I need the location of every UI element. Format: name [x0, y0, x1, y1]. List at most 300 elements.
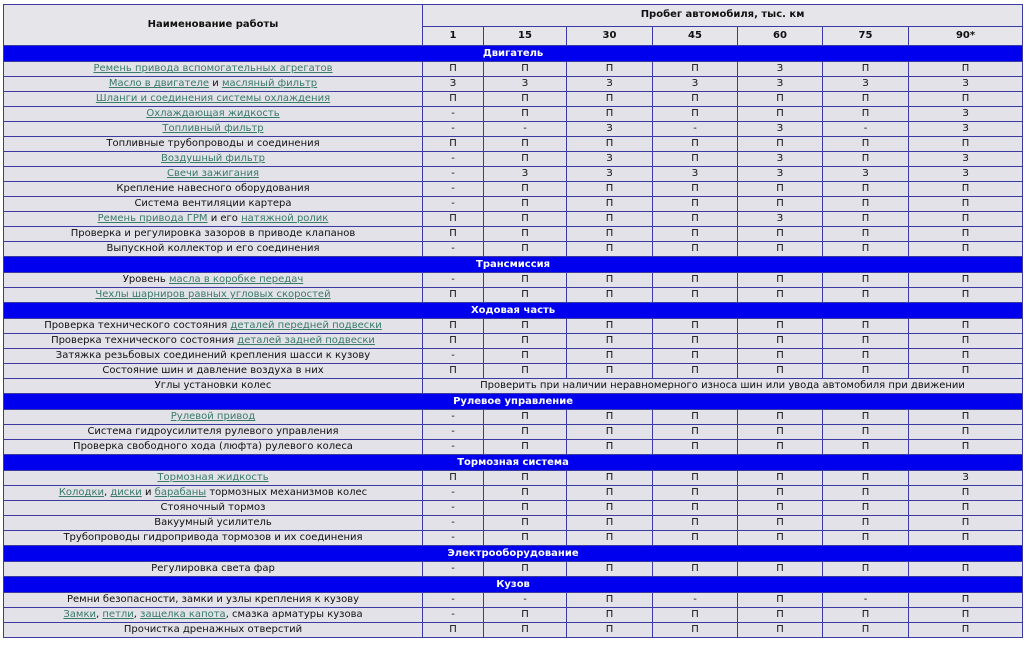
interval-value-cell: П	[909, 137, 1023, 152]
mileage-column-header: 75	[823, 26, 909, 45]
interval-value-cell: П	[484, 227, 567, 242]
interval-value-cell: П	[909, 486, 1023, 501]
work-text: Проверка свободного хода (люфта) рулевого колеса	[73, 441, 353, 452]
work-link[interactable]: Колодки	[58, 487, 104, 498]
interval-value-cell: П	[738, 273, 823, 288]
interval-value-cell: -	[423, 440, 484, 455]
interval-value-cell: П	[423, 334, 484, 349]
interval-value-cell: П	[484, 471, 567, 486]
interval-value-cell: П	[567, 608, 653, 623]
table-row	[4, 107, 1023, 122]
interval-value-cell: П	[653, 531, 738, 546]
interval-value-cell: З	[909, 152, 1023, 167]
interval-value-cell: П	[909, 593, 1023, 608]
interval-value-cell: П	[653, 107, 738, 122]
section-title: Ходовая часть	[4, 303, 1023, 319]
interval-value-cell: П	[738, 486, 823, 501]
work-text: и	[209, 78, 222, 89]
mileage-column-header: 45	[653, 26, 738, 45]
work-text: Вакуумный усилитель	[154, 517, 272, 528]
interval-value-cell: П	[738, 364, 823, 379]
table-row	[4, 137, 1023, 152]
table-row	[4, 425, 1023, 440]
interval-value-cell: П	[484, 182, 567, 197]
work-text: Проверка технического состояния	[44, 320, 231, 331]
interval-value-cell: П	[567, 212, 653, 227]
section-title: Электрооборудование	[4, 546, 1023, 562]
interval-value-cell: П	[567, 107, 653, 122]
interval-value-cell: П	[567, 623, 653, 638]
interval-value-cell: П	[484, 349, 567, 364]
interval-value-cell: П	[484, 440, 567, 455]
interval-value-cell: П	[823, 273, 909, 288]
interval-value-cell: З	[823, 167, 909, 182]
interval-value-cell: П	[909, 516, 1023, 531]
interval-value-cell: П	[823, 288, 909, 303]
work-text: Регулировка света фар	[151, 563, 275, 574]
section-title: Тормозная система	[4, 455, 1023, 471]
interval-value-cell: П	[653, 319, 738, 334]
interval-value-cell: З	[738, 77, 823, 92]
interval-value-cell: П	[423, 92, 484, 107]
interval-value-cell: П	[909, 623, 1023, 638]
interval-value-cell: П	[653, 608, 738, 623]
interval-value-cell: П	[484, 288, 567, 303]
interval-value-cell: П	[567, 516, 653, 531]
interval-value-cell: П	[653, 334, 738, 349]
work-link[interactable]: Масло в двигателе	[108, 78, 210, 89]
interval-value-cell: П	[738, 182, 823, 197]
work-name-cell	[4, 593, 423, 608]
interval-value-cell: П	[423, 288, 484, 303]
interval-value-cell: П	[484, 608, 567, 623]
work-link[interactable]: деталей передней подвески	[230, 320, 382, 331]
interval-value-cell: З	[909, 107, 1023, 122]
interval-value-cell: З	[423, 77, 484, 92]
section-row	[4, 455, 1023, 471]
work-name-cell	[4, 273, 423, 288]
interval-value-cell: П	[484, 486, 567, 501]
interval-value-cell: З	[484, 77, 567, 92]
interval-value-cell: З	[567, 77, 653, 92]
interval-value-cell: -	[423, 593, 484, 608]
interval-value-cell: П	[653, 425, 738, 440]
interval-value-cell: П	[567, 197, 653, 212]
interval-value-cell: П	[653, 471, 738, 486]
interval-value-cell: -	[423, 242, 484, 257]
interval-value-cell: П	[567, 425, 653, 440]
interval-value-cell: П	[567, 242, 653, 257]
interval-value-cell: -	[423, 197, 484, 212]
table-row	[4, 167, 1023, 182]
work-name-cell	[4, 608, 423, 623]
work-name-cell	[4, 501, 423, 516]
interval-value-cell: П	[484, 562, 567, 577]
interval-value-cell: П	[738, 593, 823, 608]
interval-value-cell: П	[909, 501, 1023, 516]
interval-value-cell: П	[653, 516, 738, 531]
work-name-cell	[4, 349, 423, 364]
table-row	[4, 410, 1023, 425]
interval-value-cell: П	[567, 531, 653, 546]
work-name-cell	[4, 364, 423, 379]
interval-value-cell: П	[823, 242, 909, 257]
interval-value-cell: -	[823, 593, 909, 608]
interval-value-cell: З	[909, 77, 1023, 92]
section-row	[4, 46, 1023, 62]
interval-value-cell: П	[909, 227, 1023, 242]
interval-value-cell: П	[653, 440, 738, 455]
work-name-cell	[4, 62, 423, 77]
interval-value-cell: П	[823, 531, 909, 546]
interval-value-cell: -	[823, 122, 909, 137]
interval-value-cell: П	[567, 440, 653, 455]
table-row	[4, 273, 1023, 288]
interval-value-cell: П	[823, 92, 909, 107]
interval-value-cell: П	[484, 410, 567, 425]
table-row	[4, 379, 1023, 394]
work-text: Проверка технического состояния	[51, 335, 238, 346]
interval-value-cell: П	[738, 410, 823, 425]
work-link[interactable]: Топливный фильтр	[162, 123, 264, 134]
interval-value-cell: П	[823, 501, 909, 516]
table-row	[4, 77, 1023, 92]
work-link[interactable]: Рулевой привод	[170, 411, 256, 422]
table-row	[4, 623, 1023, 638]
interval-value-cell: П	[484, 273, 567, 288]
work-link[interactable]: Чехлы шарниров равных угловых скоростей	[95, 289, 331, 300]
section-row	[4, 303, 1023, 319]
mileage-column-header: 1	[423, 26, 484, 45]
interval-value-cell: П	[823, 137, 909, 152]
interval-value-cell: З	[823, 77, 909, 92]
interval-value-cell: -	[423, 501, 484, 516]
interval-value-cell: П	[484, 62, 567, 77]
mileage-column-header: 30	[567, 26, 653, 45]
interval-value-cell: -	[423, 107, 484, 122]
work-name-cell	[4, 531, 423, 546]
interval-value-cell: П	[823, 182, 909, 197]
interval-value-cell: П	[738, 562, 823, 577]
interval-value-cell: -	[423, 425, 484, 440]
table-row	[4, 319, 1023, 334]
interval-value-cell: П	[738, 334, 823, 349]
work-name-cell	[4, 77, 423, 92]
section-title: Кузов	[4, 577, 1023, 593]
interval-value-cell: П	[909, 440, 1023, 455]
table-row	[4, 562, 1023, 577]
work-link[interactable]: защелка капота	[140, 609, 226, 620]
interval-value-cell: П	[823, 227, 909, 242]
table-body	[4, 46, 1023, 638]
work-name-cell	[4, 562, 423, 577]
work-name-cell	[4, 197, 423, 212]
interval-value-cell: -	[653, 122, 738, 137]
interval-value-cell: П	[823, 62, 909, 77]
interval-value-cell: П	[823, 516, 909, 531]
interval-value-cell: П	[738, 227, 823, 242]
work-link[interactable]: Шланги и соединения системы охлаждения	[95, 93, 331, 104]
work-link[interactable]: Замки	[63, 609, 97, 620]
interval-value-cell: П	[484, 107, 567, 122]
interval-value-cell: П	[423, 471, 484, 486]
interval-value-cell: П	[567, 137, 653, 152]
interval-value-cell: З	[738, 152, 823, 167]
interval-value-cell: П	[423, 227, 484, 242]
table-row	[4, 471, 1023, 486]
table-row	[4, 197, 1023, 212]
interval-value-cell: П	[738, 137, 823, 152]
work-name-cell	[4, 212, 423, 227]
interval-value-cell: П	[653, 227, 738, 242]
interval-value-cell: -	[423, 516, 484, 531]
interval-value-cell: П	[653, 62, 738, 77]
work-link[interactable]: Ремень привода вспомогательных агрегатов	[93, 63, 333, 74]
interval-value-cell: -	[423, 486, 484, 501]
table-row	[4, 288, 1023, 303]
table-row	[4, 349, 1023, 364]
work-text: Углы установки колес	[154, 380, 272, 391]
interval-value-cell: -	[484, 122, 567, 137]
interval-value-cell: -	[423, 410, 484, 425]
work-text: Проверка и регулировка зазоров в приводе клапанов	[70, 228, 356, 239]
interval-value-cell: П	[823, 212, 909, 227]
section-row	[4, 257, 1023, 273]
interval-value-cell: З	[909, 122, 1023, 137]
interval-value-cell: П	[823, 319, 909, 334]
interval-value-cell: -	[423, 273, 484, 288]
work-text: Стояночный тормоз	[160, 502, 266, 513]
work-name-cell	[4, 425, 423, 440]
interval-value-cell: П	[823, 486, 909, 501]
interval-value-cell: П	[823, 471, 909, 486]
interval-value-cell: П	[823, 410, 909, 425]
interval-value-cell: П	[567, 410, 653, 425]
work-name-cell	[4, 167, 423, 182]
work-link[interactable]: масляный фильтр	[221, 78, 318, 89]
interval-value-cell: П	[823, 425, 909, 440]
interval-value-cell: П	[484, 531, 567, 546]
interval-value-cell: П	[484, 152, 567, 167]
work-name-cell	[4, 242, 423, 257]
interval-value-cell: П	[423, 62, 484, 77]
maintenance-table	[3, 4, 1023, 638]
interval-value-cell: З	[567, 122, 653, 137]
interval-value-cell: З	[653, 77, 738, 92]
interval-value-cell: П	[738, 349, 823, 364]
interval-value-cell: П	[823, 349, 909, 364]
interval-value-cell: П	[484, 425, 567, 440]
interval-value-cell: П	[567, 92, 653, 107]
work-name-cell	[4, 516, 423, 531]
interval-value-cell: П	[567, 562, 653, 577]
work-text: тормозных механизмов колес	[206, 487, 368, 498]
work-link[interactable]: барабаны	[154, 487, 207, 498]
interval-value-cell: П	[909, 92, 1023, 107]
interval-value-cell: П	[423, 212, 484, 227]
interval-value-cell: П	[738, 531, 823, 546]
interval-value-cell: П	[484, 516, 567, 531]
work-text: Состояние шин и давление воздуха в них	[102, 365, 324, 376]
interval-value-cell: П	[653, 486, 738, 501]
mileage-header: Пробег автомобиля, тыс. км	[423, 5, 1023, 27]
work-text: Крепление навесного оборудования	[116, 183, 310, 194]
section-title: Двигатель	[4, 46, 1023, 62]
work-link[interactable]: Охлаждающая жидкость	[146, 108, 280, 119]
interval-value-cell: П	[567, 593, 653, 608]
interval-value-cell: -	[423, 531, 484, 546]
interval-value-cell: З	[653, 167, 738, 182]
work-name-cell	[4, 623, 423, 638]
interval-value-cell: П	[909, 531, 1023, 546]
interval-value-cell: П	[909, 608, 1023, 623]
interval-value-cell: П	[653, 212, 738, 227]
interval-value-cell: П	[909, 334, 1023, 349]
table-row	[4, 212, 1023, 227]
interval-value-cell: П	[423, 319, 484, 334]
interval-value-cell: П	[909, 242, 1023, 257]
table-row	[4, 122, 1023, 137]
interval-value-cell: П	[823, 623, 909, 638]
work-name-cell	[4, 227, 423, 242]
interval-value-cell: П	[653, 288, 738, 303]
interval-value-cell: З	[909, 167, 1023, 182]
work-name-cell	[4, 107, 423, 122]
work-text: и	[141, 487, 155, 498]
interval-value-cell: П	[909, 288, 1023, 303]
interval-value-cell: П	[823, 107, 909, 122]
work-link[interactable]: Свечи зажигания	[166, 168, 259, 179]
interval-value-cell: П	[653, 562, 738, 577]
table-row	[4, 440, 1023, 455]
mileage-column-header: 90*	[909, 26, 1023, 45]
work-text: Выпускной коллектор и его соединения	[106, 243, 320, 254]
work-link[interactable]: натяжной ролик	[241, 213, 329, 224]
interval-value-cell: П	[423, 623, 484, 638]
interval-value-cell: П	[909, 212, 1023, 227]
row-note: Проверить при наличии неравномерного износа шин или увода автомобиля при движении	[423, 379, 1023, 394]
interval-value-cell: З	[738, 62, 823, 77]
interval-value-cell: П	[653, 410, 738, 425]
table-row	[4, 486, 1023, 501]
interval-value-cell: П	[567, 364, 653, 379]
interval-value-cell: З	[567, 152, 653, 167]
interval-value-cell: П	[823, 334, 909, 349]
interval-value-cell: П	[909, 364, 1023, 379]
interval-value-cell: -	[423, 152, 484, 167]
interval-value-cell: П	[484, 242, 567, 257]
interval-value-cell: П	[738, 623, 823, 638]
interval-value-cell: П	[738, 288, 823, 303]
table-header	[4, 5, 1023, 46]
interval-value-cell: П	[484, 364, 567, 379]
interval-value-cell: П	[653, 197, 738, 212]
interval-value-cell: -	[423, 167, 484, 182]
interval-value-cell: П	[823, 440, 909, 455]
table-row	[4, 334, 1023, 349]
work-text: Прочистка дренажных отверстий	[123, 624, 303, 635]
interval-value-cell: П	[823, 152, 909, 167]
interval-value-cell: З	[738, 167, 823, 182]
interval-value-cell: -	[423, 562, 484, 577]
interval-value-cell: П	[738, 242, 823, 257]
table-row	[4, 227, 1023, 242]
work-name-cell	[4, 137, 423, 152]
interval-value-cell: -	[423, 608, 484, 623]
interval-value-cell: П	[567, 501, 653, 516]
interval-value-cell: П	[653, 242, 738, 257]
interval-value-cell: П	[823, 608, 909, 623]
work-link[interactable]: Ремень привода ГРМ	[97, 213, 208, 224]
work-name-cell	[4, 471, 423, 486]
work-name-cell	[4, 182, 423, 197]
interval-value-cell: П	[909, 562, 1023, 577]
work-text: ,	[96, 609, 103, 620]
work-text: , смазка арматуры кузова	[225, 609, 363, 620]
interval-value-cell: П	[484, 92, 567, 107]
interval-value-cell: П	[423, 137, 484, 152]
interval-value-cell: П	[909, 62, 1023, 77]
work-name-cell	[4, 319, 423, 334]
table-row	[4, 501, 1023, 516]
work-name-cell	[4, 288, 423, 303]
interval-value-cell: П	[738, 107, 823, 122]
interval-value-cell: З	[738, 122, 823, 137]
work-name-cell	[4, 410, 423, 425]
interval-value-cell: -	[423, 182, 484, 197]
interval-value-cell: -	[484, 593, 567, 608]
interval-value-cell: П	[653, 349, 738, 364]
section-title: Рулевое управление	[4, 394, 1023, 410]
interval-value-cell: П	[653, 182, 738, 197]
work-text: Затяжка резьбовых соединений крепления шасси к кузову	[55, 350, 371, 361]
interval-value-cell: З	[484, 167, 567, 182]
interval-value-cell: П	[823, 562, 909, 577]
interval-value-cell: П	[653, 152, 738, 167]
work-text: Трубопроводы гидропривода тормозов и их соединения	[63, 532, 363, 543]
work-text: ,	[104, 487, 111, 498]
interval-value-cell: П	[567, 288, 653, 303]
interval-value-cell: П	[484, 137, 567, 152]
interval-value-cell: П	[738, 501, 823, 516]
interval-value-cell: З	[567, 167, 653, 182]
work-link[interactable]: Тормозная жидкость	[157, 472, 269, 483]
interval-value-cell: П	[653, 623, 738, 638]
work-link[interactable]: Воздушный фильтр	[161, 153, 265, 164]
table-row	[4, 516, 1023, 531]
section-row	[4, 394, 1023, 410]
interval-value-cell: П	[567, 62, 653, 77]
work-text: Уровень	[122, 274, 169, 285]
work-link[interactable]: петли	[102, 609, 134, 620]
interval-value-cell: П	[653, 92, 738, 107]
work-link[interactable]: деталей задней подвески	[237, 335, 375, 346]
table-row	[4, 182, 1023, 197]
interval-value-cell: П	[567, 227, 653, 242]
interval-value-cell: П	[909, 182, 1023, 197]
work-link[interactable]: диски	[110, 487, 142, 498]
work-name-cell	[4, 486, 423, 501]
interval-value-cell: П	[909, 273, 1023, 288]
table-row	[4, 152, 1023, 167]
interval-value-cell: П	[653, 364, 738, 379]
mileage-column-header: 15	[484, 26, 567, 45]
work-link[interactable]: масла в коробке передач	[168, 274, 304, 285]
interval-value-cell: П	[653, 501, 738, 516]
table-row	[4, 62, 1023, 77]
table-row	[4, 364, 1023, 379]
interval-value-cell: -	[423, 349, 484, 364]
